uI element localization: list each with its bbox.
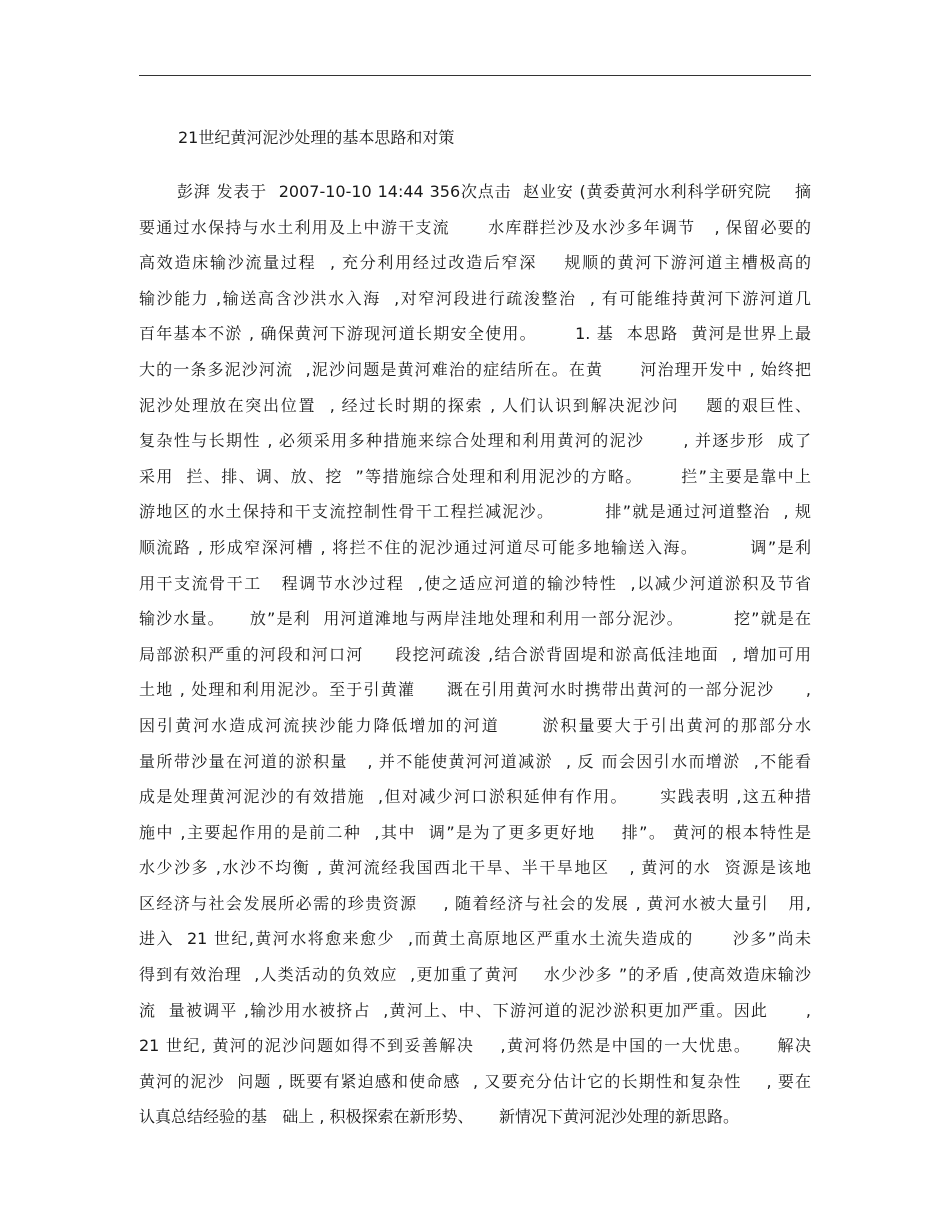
text-line: 输沙能力 ,输送高含沙洪水入海 ,对窄河段进行疏浚整治 , 有可能维持黄河下游河道几 [139,288,811,308]
text-line: 顺流路 , 形成窄深河槽 , 将拦不住的泥沙通过河道尽可能多地输送入海。 调”是利 [139,537,811,557]
body-text [139,174,811,1135]
text-line: 要通过水保持与水土利用及上中游干支流 水库群拦沙及水沙多年调节 , 保留必要的 [139,217,811,237]
text-line: 进入 21 世纪,黄河水将愈来愈少 ,而黄土高原地区严重水土流失造成的 沙多”尚未 [139,929,811,949]
text-line: 成是处理黄河泥沙的有效措施 ,但对减少河口淤积延伸有作用。 实践表明 ,这五种措 [139,787,811,807]
text-line: 施中 ,主要起作用的是前二种 ,其中 调”是为了更多更好地 排”。 黄河的根本特性是 [139,822,811,842]
text-line: 用干支流骨干工 程调节水沙过程 ,使之适应河道的输沙特性 ,以减少河道淤积及节省 [139,573,811,593]
text-line: 水少沙多 ,水沙不均衡 , 黄河流经我国西北干旱、半干旱地区 , 黄河的水 资源是该地 [139,858,811,878]
text-line: 量所带沙量在河道的淤积量 , 并不能使黄河河道减淤 , 反 而会因引水而增淤 ,不能看 [139,751,811,771]
text-line: 土地 , 处理和利用泥沙。至于引黄灌 溉在引用黄河水时携带出黄河的一部分泥沙 , [139,680,811,700]
text-line: 区经济与社会发展所必需的珍贵资源 , 随着经济与社会的发展 , 黄河水被大量引 用, [139,893,811,913]
text-line: 百年基本不淤 , 确保黄河下游现河道长期安全使用。 1. 基 本思路 黄河是世界上最 [139,324,811,344]
text-line: 输沙水量。 放”是利 用河道滩地与两岸洼地处理和利用一部分泥沙。 挖”就是在 [139,609,811,629]
text-line: 泥沙处理放在突出位置 , 经过长时期的探索 , 人们认识到解决泥沙问 题的艰巨性、 [139,395,811,415]
text-line: 因引黄河水造成河流挟沙能力降低增加的河道 淤积量要大于引出黄河的那部分水 [139,715,811,735]
text-line: 复杂性与长期性 , 必须采用多种措施来综合处理和利用黄河的泥沙 , 并逐步形 成了 [139,431,811,451]
text-line: 局部淤积严重的河段和河口河 段挖河疏浚 ,结合淤背固堤和淤高低洼地面 , 增加可用 [139,644,811,664]
text-line: 高效造床输沙流量过程 , 充分利用经过改造后窄深 规顺的黄河下游河道主槽极高的 [139,253,811,273]
text-line: 黄河的泥沙 问题 , 既要有紧迫感和使命感 , 又要充分估计它的长期性和复杂性 , 要在 [139,1071,811,1091]
text-line: 得到有效治理 ,人类活动的负效应 ,更加重了黄河 水少沙多 ”的矛盾 ,使高效造床输沙 [139,965,811,985]
text-line: 彭湃 发表于 2007-10-10 14:44 356次点击 赵业安 (黄委黄河水利科学研究院 摘 [177,182,811,201]
text-line: 游地区的水土保持和干支流控制性骨干工程拦减泥沙。 排”就是通过河道整治 , 规 [139,502,811,522]
text-line: 认真总结经验的基 础上 , 积极探索在新形势、 新情况下黄河泥沙处理的新思路。 [139,1107,739,1127]
text-line: 流 量被调平 ,输沙用水被挤占 ,黄河上、中、下游河道的泥沙淤积更加严重。因此 , [139,1000,811,1020]
page-title: 21世纪黄河泥沙处理的基本思路和对策 [178,128,455,147]
text-line: 采用 拦、排、调、放、挖 ”等措施综合处理和利用泥沙的方略。 拦”主要是靠中上 [139,466,811,486]
text-line: 大的一条多泥沙河流 ,泥沙问题是黄河难治的症结所在。在黄 河治理开发中 , 始终把 [139,359,811,379]
text-line: 21 世纪, 黄河的泥沙问题如得不到妥善解决 ,黄河将仍然是中国的一大忧患。 解决 [139,1036,811,1056]
header-rule [139,75,811,76]
